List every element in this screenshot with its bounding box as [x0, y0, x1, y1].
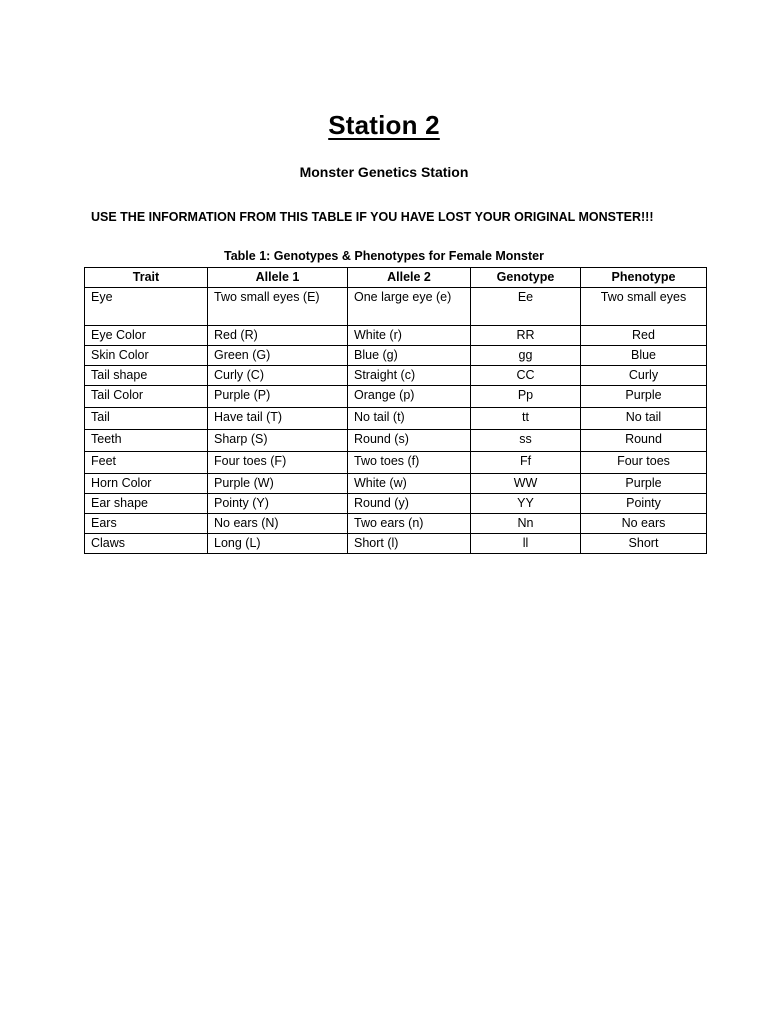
cell-trait: Teeth [85, 430, 208, 452]
cell-allele-2: Blue (g) [348, 346, 471, 366]
cell-genotype: gg [471, 346, 581, 366]
cell-phenotype: Short [581, 534, 707, 554]
page-subtitle: Monster Genetics Station [299, 164, 469, 180]
table-row [85, 346, 707, 366]
header-trait: Trait [85, 268, 208, 288]
cell-allele-1: Curly (C) [208, 366, 348, 386]
page-title: Station 2 [328, 110, 440, 140]
cell-allele-1: Sharp (S) [208, 430, 348, 452]
table-caption: Table 1: Genotypes & Phenotypes for Female Monster [224, 249, 544, 263]
cell-allele-1: Red (R) [208, 326, 348, 346]
cell-allele-2: White (w) [348, 474, 471, 494]
cell-genotype: WW [471, 474, 581, 494]
table-row [85, 514, 707, 534]
cell-allele-2: White (r) [348, 326, 471, 346]
genetics-table [84, 267, 707, 554]
cell-allele-2: Two ears (n) [348, 514, 471, 534]
cell-phenotype: Purple [581, 386, 707, 408]
cell-phenotype: Blue [581, 346, 707, 366]
cell-allele-2: Straight (c) [348, 366, 471, 386]
table-row [85, 534, 707, 554]
cell-trait: Tail Color [85, 386, 208, 408]
header-allele-2: Allele 2 [348, 268, 471, 288]
cell-allele-2: No tail (t) [348, 408, 471, 430]
cell-genotype: Nn [471, 514, 581, 534]
cell-genotype: CC [471, 366, 581, 386]
cell-genotype: ll [471, 534, 581, 554]
cell-trait: Skin Color [85, 346, 208, 366]
cell-phenotype: No tail [581, 408, 707, 430]
table-row [85, 494, 707, 514]
cell-genotype: tt [471, 408, 581, 430]
cell-allele-1: No ears (N) [208, 514, 348, 534]
table-row [85, 408, 707, 430]
cell-trait: Tail shape [85, 366, 208, 386]
header-allele-1: Allele 1 [208, 268, 348, 288]
table-row [85, 288, 707, 326]
cell-allele-2: Round (s) [348, 430, 471, 452]
cell-phenotype: Two small eyes [581, 288, 707, 326]
cell-allele-1: Four toes (F) [208, 452, 348, 474]
cell-phenotype: Pointy [581, 494, 707, 514]
cell-allele-2: Orange (p) [348, 386, 471, 408]
cell-trait: Horn Color [85, 474, 208, 494]
cell-genotype: Ee [471, 288, 581, 326]
cell-trait: Eye [85, 288, 208, 326]
cell-allele-1: Purple (P) [208, 386, 348, 408]
cell-phenotype: Curly [581, 366, 707, 386]
instruction-text: USE THE INFORMATION FROM THIS TABLE IF YOU HAVE LOST YOUR ORIGINAL MONSTER!!! [91, 210, 654, 224]
header-genotype: Genotype [471, 268, 581, 288]
cell-trait: Claws [85, 534, 208, 554]
cell-allele-2: Round (y) [348, 494, 471, 514]
cell-allele-1: Two small eyes (E) [208, 288, 348, 326]
cell-genotype: ss [471, 430, 581, 452]
cell-allele-1: Purple (W) [208, 474, 348, 494]
cell-allele-1: Green (G) [208, 346, 348, 366]
cell-trait: Eye Color [85, 326, 208, 346]
cell-phenotype: Purple [581, 474, 707, 494]
cell-genotype: Pp [471, 386, 581, 408]
table-header-row [85, 268, 707, 288]
cell-allele-2: Two toes (f) [348, 452, 471, 474]
cell-genotype: YY [471, 494, 581, 514]
table-row [85, 452, 707, 474]
cell-allele-1: Have tail (T) [208, 408, 348, 430]
cell-allele-2: One large eye (e) [348, 288, 471, 326]
cell-phenotype: Red [581, 326, 707, 346]
cell-genotype: Ff [471, 452, 581, 474]
cell-trait: Tail [85, 408, 208, 430]
table-row [85, 326, 707, 346]
cell-trait: Feet [85, 452, 208, 474]
table-row [85, 430, 707, 452]
cell-phenotype: Round [581, 430, 707, 452]
cell-trait: Ears [85, 514, 208, 534]
cell-phenotype: Four toes [581, 452, 707, 474]
cell-phenotype: No ears [581, 514, 707, 534]
cell-allele-1: Pointy (Y) [208, 494, 348, 514]
cell-trait: Ear shape [85, 494, 208, 514]
table-row [85, 474, 707, 494]
cell-allele-2: Short (l) [348, 534, 471, 554]
cell-genotype: RR [471, 326, 581, 346]
table-row [85, 366, 707, 386]
cell-allele-1: Long (L) [208, 534, 348, 554]
table-row [85, 386, 707, 408]
header-phenotype: Phenotype [581, 268, 707, 288]
